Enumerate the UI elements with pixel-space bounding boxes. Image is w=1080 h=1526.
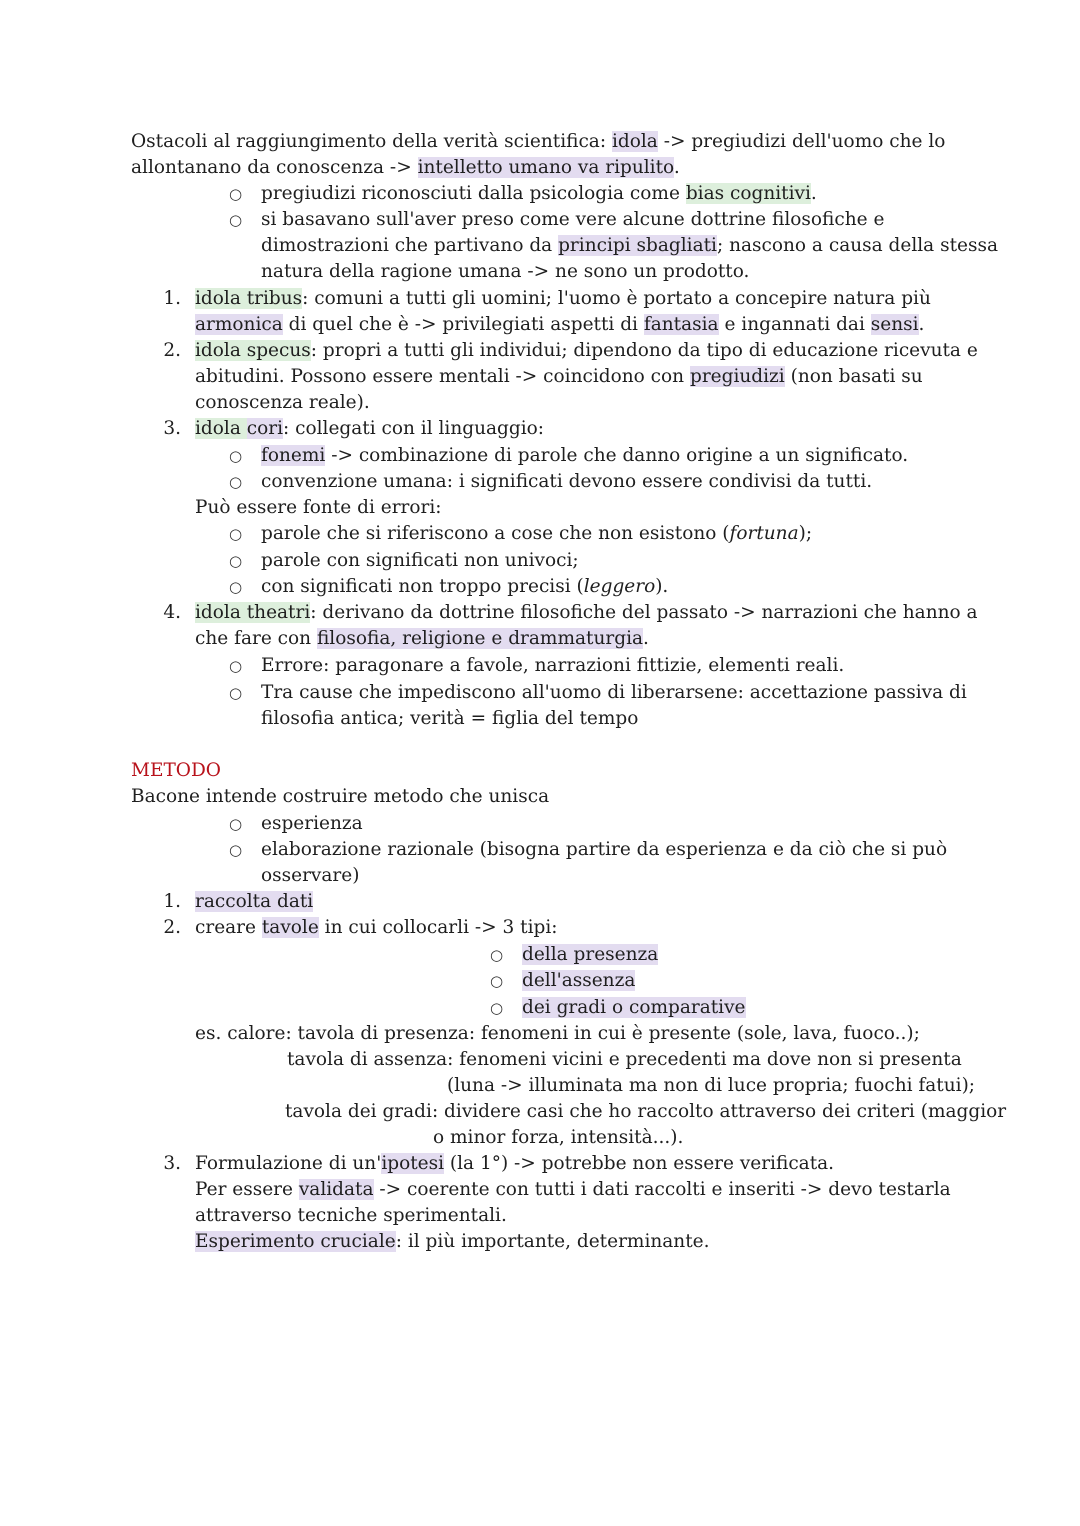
metodo-step-2: creare tavole in cui collocarli -> 3 tipi: [195,917,558,938]
example-line-2: tavola di assenza: fenomeni vicini e precedenti ma dove non si presenta [287,1049,962,1070]
tavola-type-1: della presenza [522,944,659,965]
idola-specus-line-2: abitudini. Possono essere mentali -> coincidono con pregiudizi (non basati su [195,366,923,387]
list-number: 2. [163,340,181,361]
idola-cori-bullet-2: convenzione umana: i significati devono essere condivisi da tutti. [261,471,873,492]
bullet-icon: ○ [229,578,243,596]
metodo-bullet-1: esperienza [261,813,363,834]
intro-bullet-2-line-2: dimostrazioni che partivano da principi sbagliati; nascono a causa della stessa [261,235,998,256]
metodo-step-3-line-4: Esperimento cruciale: il più importante, determinante. [195,1231,710,1252]
metodo-step-1: raccolta dati [195,891,314,912]
idola-cori-error-3: con significati non troppo precisi (leggero). [261,576,669,597]
list-number: 3. [163,418,181,439]
idola-specus-line-1: idola specus: propri a tutti gli individui; dipendono da tipo di educazione ricevuta e [195,340,978,361]
bullet-icon: ○ [229,473,243,491]
section-title-metodo: METODO [131,760,221,781]
list-number: 3. [163,1153,181,1174]
idola-theatri-bullet-2-line-2: filosofia antica; verità = figlia del tempo [261,708,639,729]
metodo-step-3-line-1: Formulazione di un'ipotesi (la 1°) -> potrebbe non essere verificata. [195,1153,835,1174]
idola-cori-error-2: parole con significati non univoci; [261,550,579,571]
idola-tribus-line-1: idola tribus: comuni a tutti gli uomini; l'uomo è portato a concepire natura più [195,288,931,309]
bullet-icon: ○ [490,972,504,990]
bullet-icon: ○ [490,999,504,1017]
bullet-icon: ○ [229,815,243,833]
bullet-icon: ○ [229,684,243,702]
bullet-icon: ○ [229,841,243,859]
bullet-icon: ○ [229,185,243,203]
bullet-icon: ○ [229,657,243,675]
list-number: 1. [163,288,181,309]
example-line-3: (luna -> illuminata ma non di luce propria; fuochi fatui); [447,1075,976,1096]
metodo-step-3-line-3: attraverso tecniche sperimentali. [195,1205,507,1226]
idola-theatri-line-2: che fare con filosofia, religione e drammaturgia. [195,628,649,649]
bullet-icon: ○ [229,552,243,570]
list-number: 1. [163,891,181,912]
idola-specus-line-3: conoscenza reale). [195,392,370,413]
metodo-bullet-2-line-1: elaborazione razionale (bisogna partire da esperienza e da ciò che si può [261,839,948,860]
metodo-intro: Bacone intende costruire metodo che unisca [131,786,550,807]
bullet-icon: ○ [490,946,504,964]
idola-theatri-bullet-2-line-1: Tra cause che impediscono all'uomo di liberarsene: accettazione passiva di [261,682,967,703]
idola-cori-line-1: idola cori: collegati con il linguaggio: [195,418,545,439]
idola-theatri-bullet-1: Errore: paragonare a favole, narrazioni fittizie, elementi reali. [261,655,845,676]
bullet-icon: ○ [229,447,243,465]
example-line-5: o minor forza, intensità...). [433,1127,684,1148]
bullet-icon: ○ [229,211,243,229]
intro-line-2: allontanano da conoscenza -> intelletto umano va ripulito. [131,157,680,178]
metodo-bullet-2-line-2: osservare) [261,865,360,886]
example-line-4: tavola dei gradi: dividere casi che ho raccolto attraverso dei criteri (maggior [285,1101,1007,1122]
idola-cori-errors-title: Può essere fonte di errori: [195,497,442,518]
intro-bullet-1: pregiudizi riconosciuti dalla psicologia come bias cognitivi. [261,183,817,204]
list-number: 2. [163,917,181,938]
idola-tribus-line-2: armonica di quel che è -> privilegiati aspetti di fantasia e ingannati dai sensi. [195,314,925,335]
example-line-1: es. calore: tavola di presenza: fenomeni in cui è presente (sole, lava, fuoco..); [195,1023,920,1044]
idola-cori-error-1: parole che si riferiscono a cose che non esistono (fortuna); [261,523,813,544]
intro-line-1: Ostacoli al raggiungimento della verità scientifica: idola -> pregiudizi dell'uomo che lo [131,131,946,152]
tavola-type-2: dell'assenza [522,970,636,991]
bullet-icon: ○ [229,525,243,543]
idola-cori-bullet-1: fonemi -> combinazione di parole che danno origine a un significato. [261,445,909,466]
idola-theatri-line-1: idola theatri: derivano da dottrine filosofiche del passato -> narrazioni che hanno a [195,602,978,623]
list-number: 4. [163,602,181,623]
intro-bullet-2-line-1: si basavano sull'aver preso come vere alcune dottrine filosofiche e [261,209,885,230]
tavola-type-3: dei gradi o comparative [522,997,746,1018]
metodo-step-3-line-2: Per essere validata -> coerente con tutti i dati raccolti e inseriti -> devo testarla [195,1179,951,1200]
intro-bullet-2-line-3: natura della ragione umana -> ne sono un prodotto. [261,261,750,282]
